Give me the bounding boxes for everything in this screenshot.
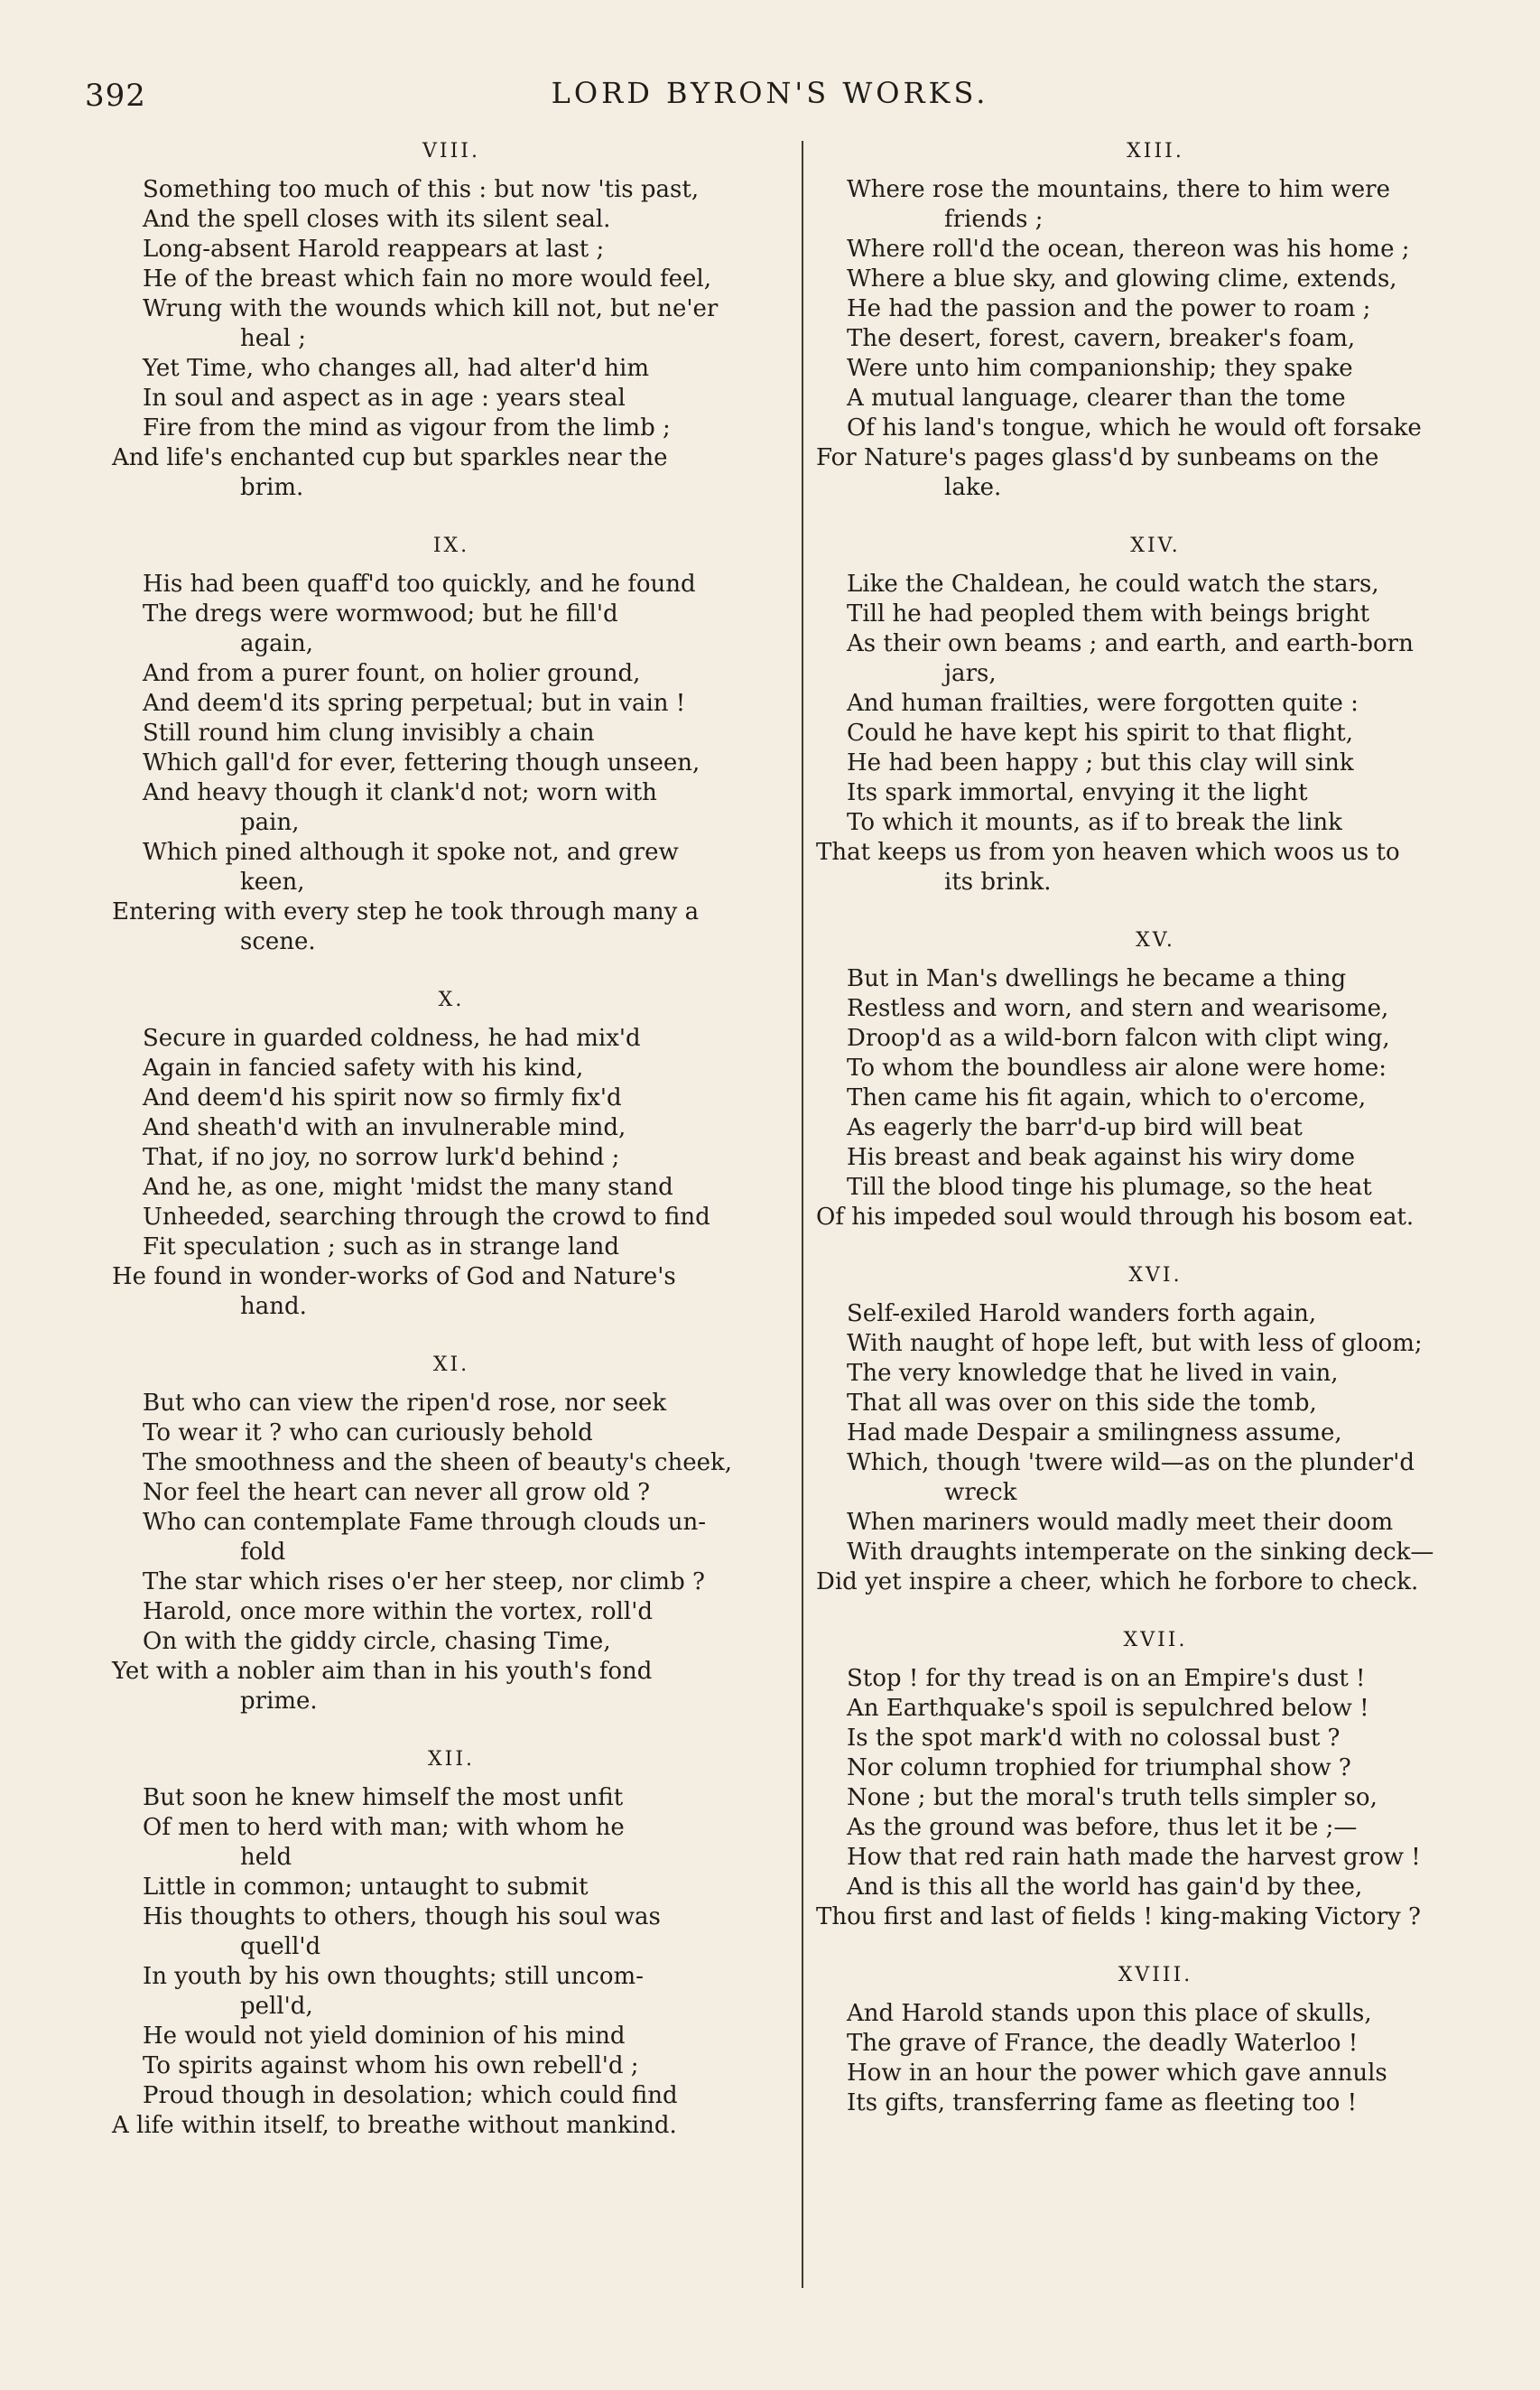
verse-line: Fit speculation ; such as in strange land: [143, 1233, 620, 1260]
verse-line: That all was over on this side the tomb,: [847, 1390, 1317, 1417]
verse-line: He found in wonder-works of God and Nature's: [112, 1263, 676, 1290]
verse-line: And is this all the world has gain'd by thee,: [847, 1874, 1363, 1901]
verse-line: To wear it ? who can curiously behold: [143, 1419, 593, 1446]
verse-line: He of the breast which fain no more would feel,: [143, 265, 711, 293]
verse-line: Of his impeded soul would through his bosom eat.: [816, 1204, 1415, 1231]
verse-line: To which it mounts, as if to break the link: [847, 809, 1342, 836]
verse-line: That, if no joy, no sorrow lurk'd behind ;: [143, 1144, 620, 1171]
verse-line: Of his land's tongue, which he would oft forsake: [847, 414, 1422, 442]
stanza-number: XI.: [432, 1353, 470, 1376]
verse-line: Still round him clung invisibly a chain: [143, 720, 595, 747]
verse-line: When mariners would madly meet their doom: [847, 1509, 1394, 1536]
verse-line: Where rose the mountains, there to him were: [847, 176, 1390, 203]
stanza: [816, 530, 1495, 897]
verse-line: In soul and aspect as in age : years steal: [143, 385, 626, 412]
verse-line: Which, though 'twere wild—as on the plunder'd: [847, 1449, 1415, 1476]
verse-line: heal ;: [240, 325, 306, 352]
verse-line: Fire from the mind as vigour from the limb ;: [143, 414, 671, 442]
verse-line: Its spark immortal, envying it the light: [847, 779, 1308, 806]
verse-line: Nor column trophied for triumphal show ?: [847, 1754, 1351, 1781]
stanza-number: XIII.: [1127, 140, 1184, 163]
verse-line: And deem'd its spring perpetual; but in vain !: [143, 690, 686, 717]
stanza: [816, 1624, 1495, 1932]
verse-line: hand.: [240, 1293, 307, 1320]
verse-line: The desert, forest, cavern, breaker's foam,: [847, 325, 1356, 352]
verse-line: Were unto him companionship; they spake: [847, 355, 1353, 382]
verse-line: And sheath'd with an invulnerable mind,: [143, 1114, 626, 1141]
verse-line: keen,: [240, 869, 305, 896]
stanza-number: VIII.: [422, 140, 480, 163]
verse-line: Wrung with the wounds which kill not, but ne'er: [143, 295, 719, 322]
verse-line: quell'd: [240, 1933, 321, 1960]
verse-line: How that red rain hath made the harvest grow !: [847, 1844, 1421, 1871]
verse-line: Till the blood tinge his plumage, so the heat: [847, 1174, 1372, 1201]
column-divider: [802, 141, 803, 2288]
verse-line: To spirits against whom his own rebell'd ;: [143, 2052, 639, 2079]
verse-line: An Earthquake's spoil is sepulchred below !: [847, 1695, 1369, 1722]
verse-line: And he, as one, might 'midst the many stand: [143, 1174, 673, 1201]
verse-line: scene.: [240, 928, 316, 955]
verse-line: Little in common; untaught to submit: [143, 1874, 589, 1901]
verse-line: Of men to herd with man; with whom he: [143, 1814, 625, 1841]
verse-line: Secure in guarded coldness, he had mix'd: [143, 1025, 641, 1052]
verse-line: Could he have kept his spirit to that flight,: [847, 720, 1353, 747]
verse-line: Who can contemplate Fame through clouds un-: [143, 1509, 707, 1536]
stanza: [112, 984, 791, 1322]
verse-line: Where a blue sky, and glowing clime, extends,: [847, 265, 1397, 293]
verse-line: Droop'd as a wild-born falcon with clipt wing,: [847, 1025, 1390, 1052]
verse-line: wreck: [944, 1479, 1017, 1506]
verse-line: Did yet inspire a cheer, which he forbore to check.: [816, 1568, 1419, 1595]
verse-line: As eagerly the barr'd-up bird will beat: [847, 1114, 1303, 1141]
verse-line: Entering with every step he took through many a: [112, 898, 700, 925]
verse-line: He would not yield dominion of his mind: [143, 2023, 626, 2050]
verse-line: As the ground was before, thus let it be ;—: [847, 1814, 1358, 1841]
verse-line: He had been happy ; but this clay will sink: [847, 749, 1354, 777]
verse-line: And human frailties, were forgotten quite :: [847, 690, 1359, 717]
verse-line: How in an hour the power which gave annuls: [847, 2060, 1387, 2087]
verse-line: His thoughts to others, though his soul was: [143, 1903, 661, 1930]
page-header: [0, 70, 1540, 125]
stanza: [112, 135, 791, 503]
stanza-number: XIV.: [1130, 535, 1181, 557]
verse-line: friends ;: [944, 206, 1044, 233]
right-column: [816, 135, 1495, 2145]
verse-line: Self-exiled Harold wanders forth again,: [847, 1300, 1317, 1327]
verse-line: Which pined although it spoke not, and grew: [143, 839, 679, 866]
verse-line: brim.: [240, 474, 304, 501]
page-number: 392: [85, 78, 146, 114]
verse-line: pain,: [240, 809, 300, 836]
stanza-number: IX.: [432, 535, 470, 557]
verse-line: But soon he knew himself the most unfit: [143, 1784, 624, 1811]
verse-line: The smoothness and the sheen of beauty's cheek,: [143, 1449, 732, 1476]
left-column: [112, 135, 791, 2168]
verse-line: His breast and beak against his wiry dome: [847, 1144, 1356, 1171]
verse-line: And deem'd his spirit now so firmly fix'd: [143, 1084, 622, 1111]
verse-line: Long-absent Harold reappears at last ;: [143, 236, 605, 263]
verse-line: Till he had peopled them with beings bright: [847, 600, 1370, 628]
verse-line: And heavy though it clank'd not; worn with: [143, 779, 657, 806]
verse-line: Proud though in desolation; which could find: [143, 2082, 678, 2109]
verse-line: Is the spot mark'd with no colossal bust ?: [847, 1725, 1341, 1752]
verse-line: A mutual language, clearer than the tome: [847, 385, 1346, 412]
verse-line: Had made Despair a smilingness assume,: [847, 1419, 1342, 1446]
stanza: [816, 1260, 1495, 1597]
verse-line: That keeps us from yon heaven which woos us to: [816, 839, 1400, 866]
verse-line: Where roll'd the ocean, thereon was his home ;: [847, 236, 1410, 263]
verse-line: Then came his fit again, which to o'ercome,: [847, 1084, 1367, 1111]
verse-line: His had been quaff'd too quickly, and he found: [143, 571, 696, 598]
verse-line: But who can view the ripen'd rose, nor seek: [143, 1390, 667, 1417]
stanza-number: XII.: [427, 1748, 476, 1771]
stanza-number: XVII.: [1123, 1629, 1188, 1651]
verse-line: Harold, once more within the vortex, roll'd: [143, 1598, 653, 1625]
verse-line: For Nature's pages glass'd by sunbeams on the: [816, 444, 1379, 471]
verse-line: And Harold stands upon this place of skulls,: [847, 2000, 1372, 2027]
verse-line: None ; but the moral's truth tells simpler so,: [847, 1784, 1378, 1811]
verse-line: Thou first and last of fields ! king-making Victory ?: [816, 1903, 1421, 1930]
verse-line: As their own beams ; and earth, and earth-born: [847, 630, 1414, 657]
verse-line: And the spell closes with its silent seal.: [143, 206, 611, 233]
stanza-number: XVI.: [1128, 1264, 1183, 1287]
verse-line: Nor feel the heart can never all grow old ?: [143, 1479, 651, 1506]
verse-line: To whom the boundless air alone were home:: [847, 1055, 1387, 1082]
verse-line: Unheeded, searching through the crowd to find: [143, 1204, 710, 1231]
verse-line: In youth by his own thoughts; still uncom-: [143, 1963, 644, 1990]
verse-line: lake.: [944, 474, 1002, 501]
verse-line: prime.: [240, 1688, 318, 1715]
verse-line: The star which rises o'er her steep, nor climb ?: [143, 1568, 705, 1595]
running-title: LORD BYRON'S WORKS.: [551, 76, 989, 110]
verse-line: again,: [240, 630, 313, 657]
verse-line: But in Man's dwellings he became a thing: [847, 965, 1347, 992]
verse-line: fold: [240, 1539, 286, 1566]
verse-line: The very knowledge that he lived in vain,: [847, 1360, 1339, 1387]
verse-line: With naught of hope left, but with less of gloom;: [847, 1330, 1423, 1357]
stanza: [112, 1744, 791, 2141]
stanza-number: X.: [438, 989, 465, 1011]
verse-line: The grave of France, the deadly Waterloo !: [847, 2030, 1359, 2057]
verse-line: pell'd,: [240, 1993, 313, 2020]
stanza: [816, 135, 1495, 503]
stanza: [816, 925, 1495, 1232]
verse-line: Its gifts, transferring fame as fleeting too !: [847, 2089, 1358, 2116]
verse-line: A life within itself, to breathe without mankind.: [112, 2112, 677, 2139]
verse-line: And from a purer fount, on holier ground,: [143, 660, 641, 687]
stanza-number: XVIII.: [1118, 1964, 1193, 1986]
verse-line: its brink.: [944, 869, 1052, 896]
verse-line: And life's enchanted cup but sparkles near the: [112, 444, 668, 471]
verse-line: jars,: [944, 660, 997, 687]
verse-line: He had the passion and the power to roam ;: [847, 295, 1371, 322]
verse-line: Like the Chaldean, he could watch the stars,: [847, 571, 1379, 598]
verse-line: The dregs were wormwood; but he fill'd: [143, 600, 618, 628]
stanza: [816, 1959, 1495, 2118]
verse-line: With draughts intemperate on the sinking deck—: [847, 1539, 1434, 1566]
verse-line: Yet Time, who changes all, had alter'd him: [143, 355, 650, 382]
verse-line: Again in fancied safety with his kind,: [143, 1055, 584, 1082]
verse-line: Yet with a nobler aim than in his youth's fond: [112, 1658, 653, 1685]
verse-line: held: [240, 1844, 292, 1871]
verse-line: Restless and worn, and stern and wearisome,: [847, 995, 1389, 1022]
verse-line: Stop ! for thy tread is on an Empire's dust !: [847, 1665, 1366, 1692]
stanza-number: XV.: [1136, 929, 1175, 952]
stanza: [112, 530, 791, 957]
verse-line: Which gall'd for ever, fettering though unseen,: [143, 749, 700, 777]
stanza: [112, 1349, 791, 1716]
verse-line: Something too much of this : but now 'tis past,: [143, 176, 700, 203]
verse-line: On with the giddy circle, chasing Time,: [143, 1628, 611, 1655]
